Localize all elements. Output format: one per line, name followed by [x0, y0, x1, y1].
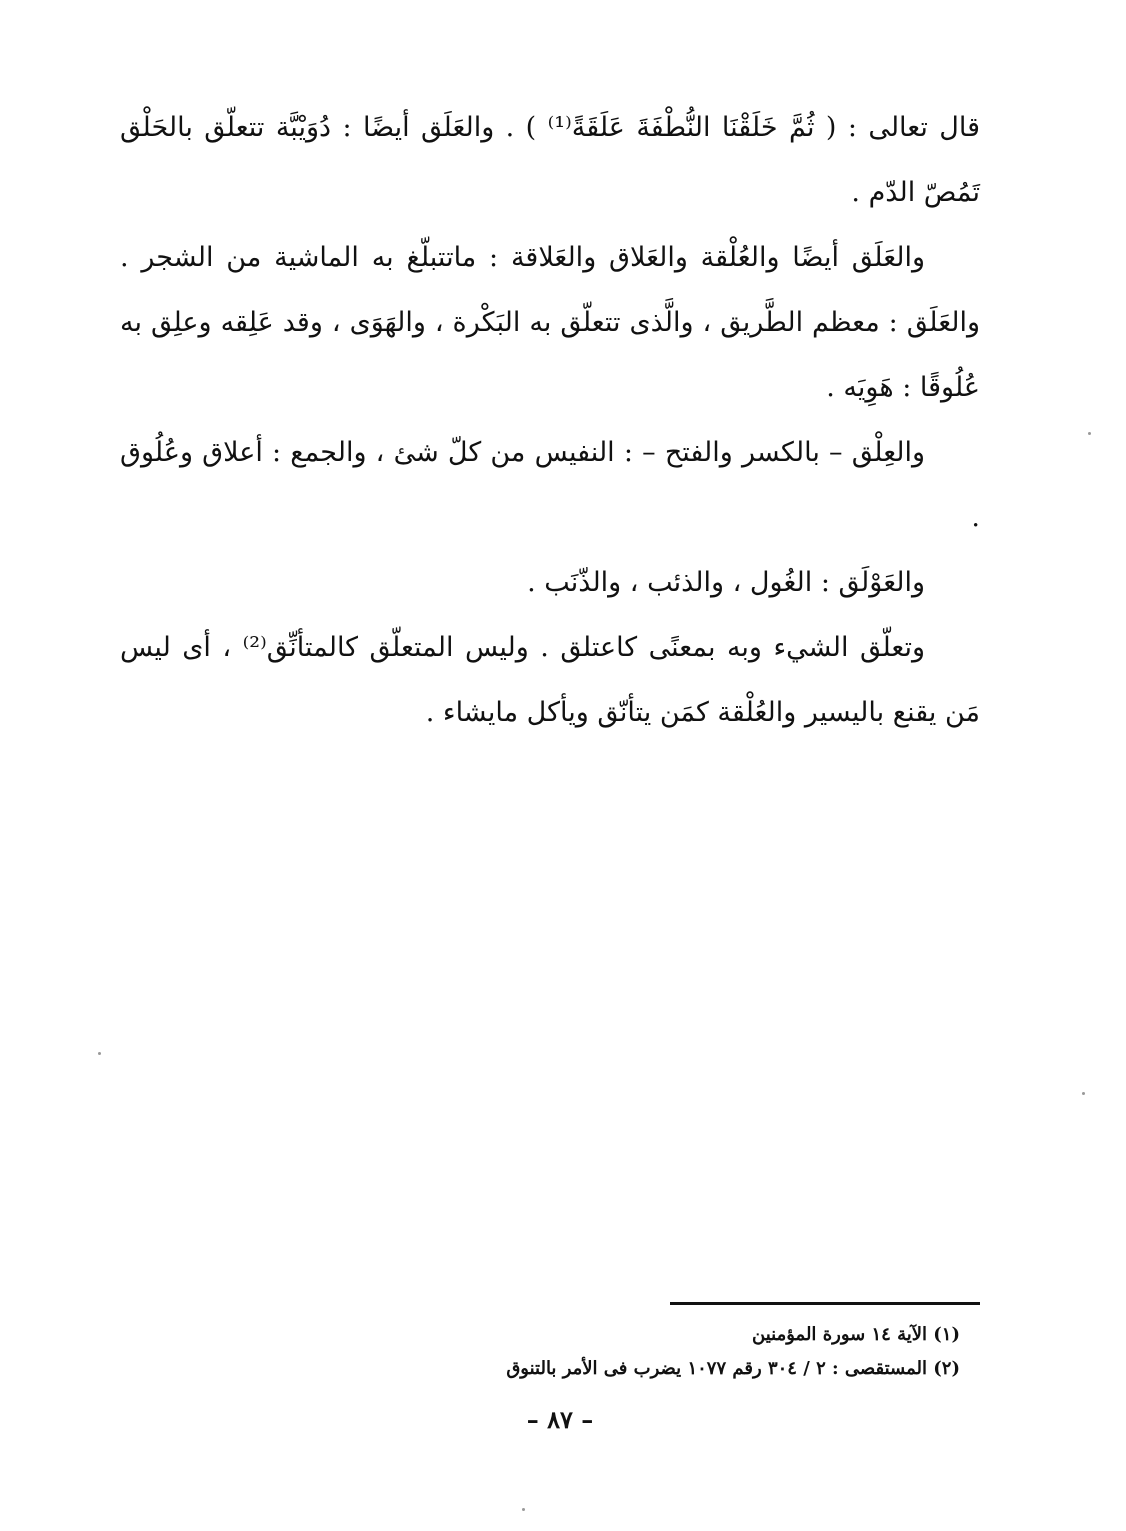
scan-speck [98, 1052, 101, 1055]
footnote-2: (٢) المستقصى : ٢ / ٣٠٤ رقم ١٠٧٧ يضرب فى الأمر بالتنوق [506, 1358, 960, 1379]
page-number: – ٨٧ – [526, 1405, 594, 1434]
paragraph-4: والعَوْلَق : الغُول ، والذئب ، والذّنَب . [527, 567, 925, 598]
footnote-1: (١) الآية ١٤ سورة المؤمنين [752, 1324, 960, 1345]
scan-speck [1082, 1092, 1085, 1095]
footnote-separator [670, 1302, 980, 1305]
scan-speck [522, 1508, 525, 1511]
paragraph-2: والعَلَق أيضًا والعُلْقة والعَلاق والعَلاقة : ماتتبلّغ به الماشية من الشجر . والعَلَق : معظم الطَّريق ، والَّذى تتعلّق به البَكْرة ، والهَوَى ، وقد عَلِقه وعلِق به عُلُوقًا : هَوِيَه . [120, 242, 980, 403]
scan-speck [1088, 432, 1091, 435]
paragraph-3: والعِلْق – بالكسر والفتح – : النفيس من كلّ شئ ، والجمع : أعلاق وعُلُوق . [120, 437, 980, 533]
paragraph-1: قال تعالى : ( ثُمَّ خَلَقْنَا النُّطْفَةَ عَلَقَةً⁽¹⁾ ) . والعَلَق أيضًا : دُوَيْبَّة تتعلّق بالحَلْق تَمُصّ الدّم . [120, 112, 980, 208]
footnotes [430, 1318, 960, 1386]
main-text [120, 95, 980, 745]
paragraph-5: وتعلّق الشيء وبه بمعنًى كاعتلق . وليس المتعلّق كالمتأنِّق⁽²⁾ ، أى ليس مَن يقنع باليسير والعُلْقة كمَن يتأنّق ويأكل مايشاء . [120, 632, 980, 728]
